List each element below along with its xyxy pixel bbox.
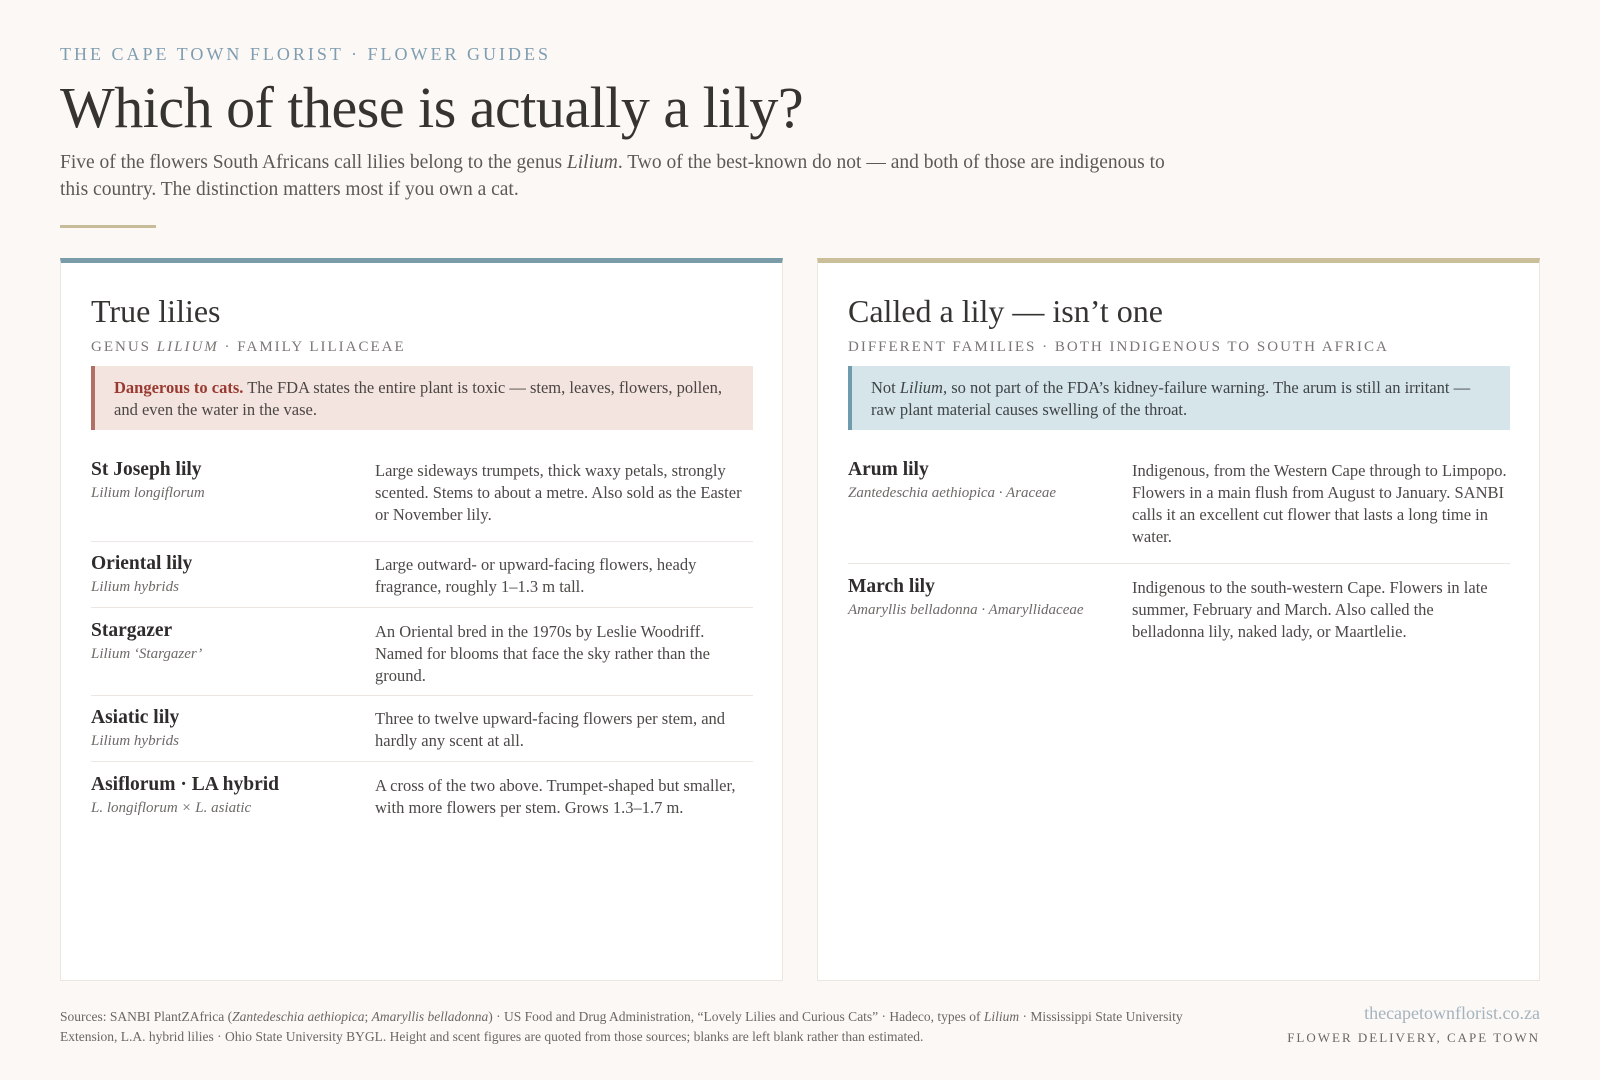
flower-description: An Oriental bred in the 1970s by Leslie Woodriff. Named for blooms that face the sky rather than the ground. bbox=[375, 622, 710, 685]
card-title: True lilies bbox=[91, 293, 221, 329]
true-lilies-list bbox=[91, 456, 753, 852]
latin-name: Zantedeschia aethiopica · Araceae bbox=[848, 485, 1057, 501]
flower-description: Large outward- or upward-facing flowers, heady fragrance, roughly 1–1.3 m tall. bbox=[375, 555, 697, 596]
sources-footnote bbox=[60, 1007, 1220, 1047]
warning-text: The FDA states the entire plant is toxic — stem, leaves, flowers, pollen, and even the water in the vase. bbox=[114, 378, 722, 419]
src-text-4: · Mississippi State University Extension, L.A. hybrid lilies · Ohio State University BYGL. Height and scent figures are quoted from those sources; blanks are left blank rather than estimated. bbox=[60, 1009, 1183, 1044]
list-item bbox=[91, 456, 753, 542]
intro-paragraph bbox=[60, 149, 1180, 203]
true-lilies-card bbox=[60, 258, 783, 981]
card-title: Called a lily — isn’t one bbox=[848, 293, 1163, 329]
latin-name: Lilium ‘Stargazer’ bbox=[91, 646, 203, 662]
subtitle-text-2: · FAMILY LILIACEAE bbox=[218, 339, 406, 355]
latin-name: Lilium hybrids bbox=[91, 733, 179, 749]
intro-text-1: Five of the flowers South Africans call lilies belong to the genus bbox=[60, 152, 567, 173]
not-lilies-list bbox=[848, 456, 1510, 652]
info-text-2: , so not part of the FDA’s kidney-failure warning. The arum is still an irritant — raw plant material causes swelling of the throat. bbox=[871, 378, 1471, 419]
list-item bbox=[91, 696, 753, 762]
info-genus: Lilium bbox=[899, 378, 943, 397]
info-callout bbox=[848, 366, 1510, 430]
intro-text-2: . Two of the best-known do not — and both of those are indigenous to this country. The distinction matters most if you own a cat. bbox=[60, 152, 1165, 200]
flower-description: Indigenous to the south-western Cape. Flowers in late summer, February and March. Also called the belladonna lily, naked lady, or Maartlelie. bbox=[1132, 578, 1488, 641]
latin-name: Lilium hybrids bbox=[91, 579, 179, 595]
src-italic-1: Zantedeschia aethiopica bbox=[232, 1009, 365, 1024]
flower-description: Large sideways trumpets, thick waxy petals, strongly scented. Stems to about a metre. Also sold as the Easter or November lily. bbox=[375, 461, 742, 524]
src-text-2: ; bbox=[364, 1009, 372, 1024]
cat-warning-callout bbox=[91, 366, 753, 430]
card-subtitle: DIFFERENT FAMILIES · BOTH INDIGENOUS TO SOUTH AFRICA bbox=[848, 339, 1389, 355]
site-link[interactable]: thecapetownflorist.co.za bbox=[1364, 1003, 1540, 1023]
header-rule bbox=[60, 225, 156, 228]
flower-name: March lily bbox=[848, 576, 935, 597]
flower-name: Asiatic lily bbox=[91, 707, 180, 728]
flower-name: Arum lily bbox=[848, 459, 929, 480]
flower-name: Asiflorum · LA hybrid bbox=[91, 774, 279, 795]
latin-name: Lilium longiflorum bbox=[91, 485, 205, 501]
flower-description: Indigenous, from the Western Cape through to Limpopo. Flowers in a main flush from August to January. SANBI calls it an excellent cut flower that lasts a long time in water. bbox=[1132, 461, 1507, 546]
intro-genus: Lilium bbox=[566, 152, 618, 173]
latin-name: Amaryllis belladonna · Amaryllidaceae bbox=[848, 602, 1084, 618]
list-item bbox=[848, 564, 1510, 652]
info-text-1: Not bbox=[871, 378, 900, 397]
warning-label: Dangerous to cats. bbox=[114, 378, 244, 397]
latin-name: L. longiflorum × L. asiatic bbox=[91, 800, 252, 816]
src-italic-3: Lilium bbox=[983, 1009, 1020, 1024]
list-item bbox=[91, 608, 753, 696]
card-subtitle bbox=[91, 339, 406, 356]
flower-name: Stargazer bbox=[91, 620, 173, 641]
flower-name: St Joseph lily bbox=[91, 459, 202, 480]
list-item bbox=[91, 542, 753, 608]
site-eyebrow: THE CAPE TOWN FLORIST · FLOWER GUIDES bbox=[60, 44, 552, 64]
flower-description: Three to twelve upward-facing flowers per stem, and hardly any scent at all. bbox=[375, 709, 726, 750]
subtitle-text-1: GENUS bbox=[91, 339, 157, 355]
subtitle-genus: LILIUM bbox=[156, 339, 219, 355]
list-item bbox=[848, 456, 1510, 564]
list-item bbox=[91, 762, 753, 852]
site-tagline: FLOWER DELIVERY, CAPE TOWN bbox=[1287, 1030, 1540, 1045]
page-title: Which of these is actually a lily? bbox=[60, 75, 804, 140]
src-text-1: Sources: SANBI PlantZAfrica ( bbox=[60, 1009, 233, 1024]
src-text-3: ) · US Food and Drug Administration, “Lovely Lilies and Curious Cats” · Hadeco, types of bbox=[488, 1009, 984, 1024]
flower-description: A cross of the two above. Trumpet-shaped but smaller, with more flowers per stem. Grows 1.3–1.7 m. bbox=[375, 776, 736, 817]
flower-name: Oriental lily bbox=[91, 553, 193, 574]
not-lilies-card bbox=[817, 258, 1540, 981]
src-italic-2: Amaryllis belladonna bbox=[371, 1009, 489, 1024]
